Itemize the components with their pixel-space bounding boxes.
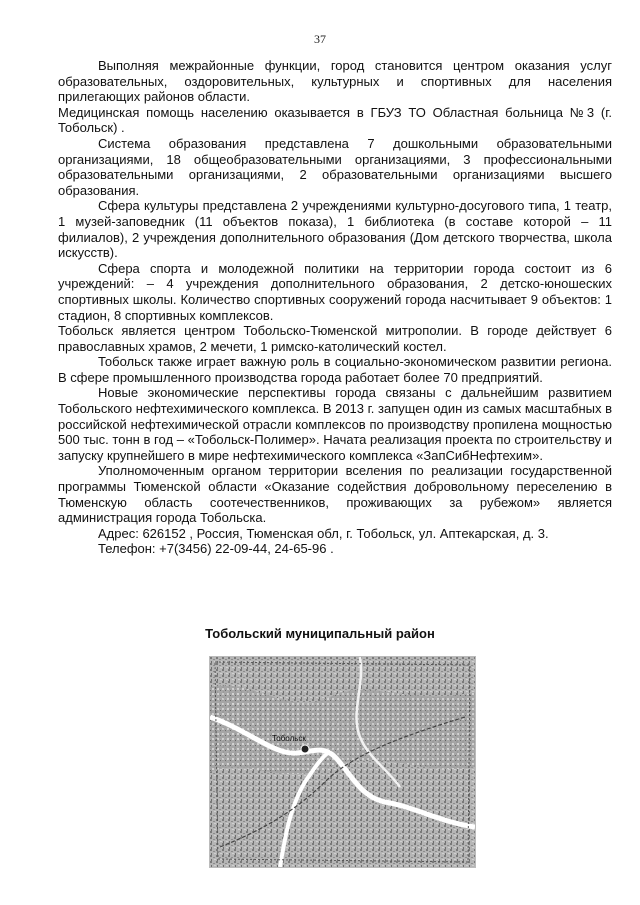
- paragraph-sport: Сфера спорта и молодежной политики на территории города состоит из 6 учреждений: – 4 учреждения дополнительного образования, 2 детско-юношеских спортивных школы. Количество спортивных сооружений города насчитывает 9 объектов: 1 стадион, 8 спортивных комплексов.: [58, 260, 612, 323]
- page-number: 37: [314, 32, 326, 46]
- address-line: Адрес: 626152 , Россия, Тюменская обл, г. Тобольск, ул. Аптекарская, д. 3.: [98, 525, 549, 541]
- paragraph-resettlement-authority: Уполномоченным органом территории вселения по реализации государственной программы Тюменской области «Оказание содействия добровольному переселению в Тюменскую область соотечественников, проживающих за рубежом» является администрация города Тобольска.: [58, 463, 612, 526]
- paragraph-petrochemical: Новые экономические перспективы города связаны с дальнейшим развитием Тобольского нефтехимического комплекса. В 2013 г. запущен один из самых масштабных в российской нефтехимической отрасли комплексов по производству пропилена мощностью 500 тыс. тонн в год – «Тобольск-Полимер». Начата реализация проекта по строительству и запуску крупнейшего в мире нефтехимического комплекса «ЗапСибНефтехим».: [58, 385, 612, 463]
- paragraph-education: Система образования представлена 7 дошкольными образовательными организациями, 18 общеобразовательными организациями, 3 профессиональными образовательными организациями, 2 образовательными организациями высшего образования.: [58, 135, 612, 198]
- paragraph-economy: Тобольск также играет важную роль в социально-экономическом развитии региона. В сфере промышленного производства города работает более 70 предприятий.: [58, 354, 612, 385]
- district-map-image: [209, 656, 476, 868]
- section-title: Тобольский муниципальный район: [205, 626, 435, 641]
- paragraph-religion: Тобольск является центром Тобольско-Тюменской митрополии. В городе действует 6 православных храмов, 2 мечети, 1 римско-католический костел.: [58, 323, 612, 354]
- map-city-marker: [301, 745, 309, 753]
- paragraph-medical-care: Медицинская помощь населению оказывается в ГБУЗ ТО Областная больница №3 (г. Тобольск) .: [58, 104, 612, 136]
- map-terrain-dark: [210, 685, 475, 774]
- map-city-label: Тобольск: [272, 734, 306, 743]
- paragraph-interdistrict-functions: Выполняя межрайонные функции, город становится центром оказания услуг образовательных, оздоровительных, культурных и спортивных для населения прилегающих районов области.: [58, 58, 612, 105]
- document-body: [58, 58, 612, 557]
- phone-line: Телефон: +7(3456) 22-09-44, 24-65-96 .: [98, 541, 334, 557]
- paragraph-culture: Сфера культуры представлена 2 учреждениями культурно-досугового типа, 1 театр, 1 музей-заповедник (11 объектов показа), 1 библиотека (в составе которой – 11 филиалов), 2 учреждения дополнительного образования (Дом детского творчества, школа искусств).: [58, 198, 612, 261]
